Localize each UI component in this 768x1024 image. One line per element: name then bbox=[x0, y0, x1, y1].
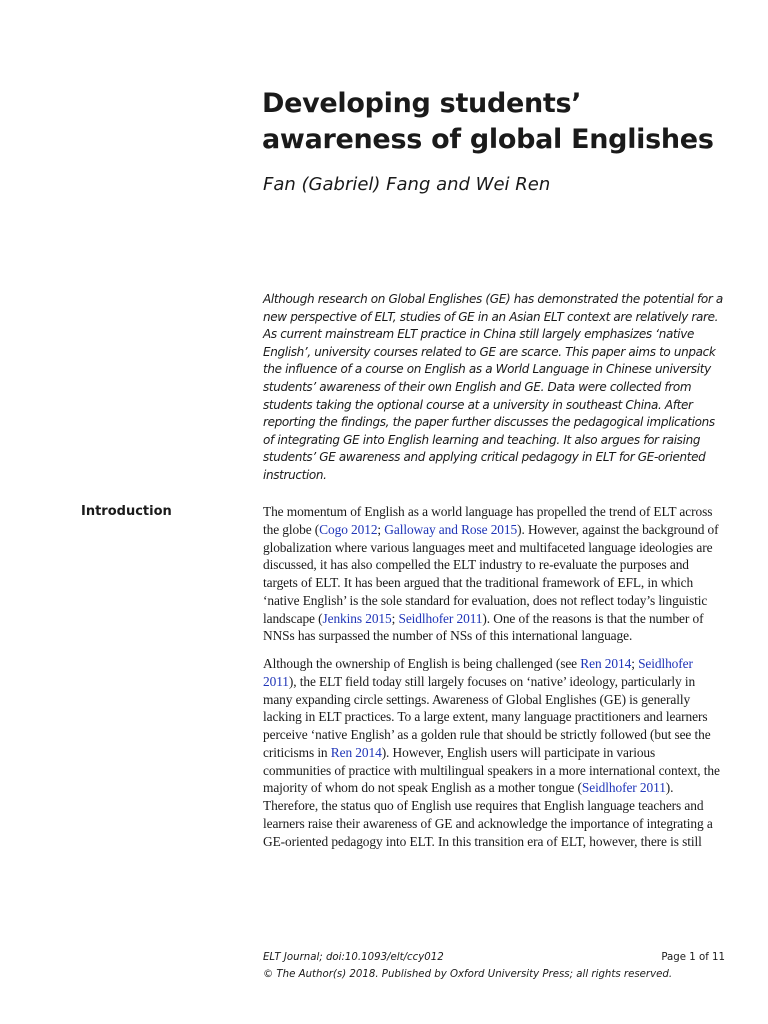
journal-doi: ELT Journal; doi:10.1093/elt/ccy012 bbox=[263, 952, 444, 963]
text-run: ; bbox=[631, 656, 639, 671]
text-run: The momentum of English as a world language has propelled the trend of ELT across the globe ( bbox=[263, 504, 713, 537]
citation-link[interactable]: Cogo 2012 bbox=[319, 521, 378, 537]
intro-paragraph-2 bbox=[263, 655, 725, 850]
text-run: ). However, against the background of globalization where various languages meet and multifaceted language ideologies are discussed, it has also compelled the ELT industry to re-evaluate the purposes and targets of ELT. It has been argued that the traditional framework of EFL, in which ‘native English’ is the sole standard for evaluation, does not reflect today’s linguistic landscape ( bbox=[263, 521, 719, 626]
text-run: ). Therefore, the status quo of English use requires that English language teachers and learners raise their awareness of GE and acknowledge the importance of integrating a GE-oriented pedagogy into ELT. In this transition era of ELT, however, there is still bbox=[263, 780, 713, 849]
text-run: ). However, English users will participate in various communities of practice with multilingual speakers in a more international context, the majority of whom do not speak English as a mother tongue ( bbox=[263, 744, 720, 796]
abstract-text: Although research on Global Englishes (GE) has demonstrated the potential for a new perspective of ELT, studies of GE in an Asian ELT context are relatively rare. As current mainstream ELT practice in China still largely emphasizes ‘native English’, university courses related to GE are scarce. This paper aims to unpack the influence of a course on English as a World Language in Chinese university students’ awareness of their own English and GE. Data were collected from students taking the optional course at a university in southeast China. After reporting the findings, the paper further discusses the pedagogical implications of integrating GE into English learning and teaching. It also argues for raising students’ GE awareness and applying critical pedagogy in ELT for GE-oriented instruction. bbox=[263, 292, 723, 482]
page-number: Page 1 of 11 bbox=[661, 952, 725, 963]
citation-link[interactable]: Seidlhofer 2011 bbox=[581, 780, 666, 796]
citation-link[interactable]: Seidlhofer 2011 bbox=[263, 656, 693, 689]
text-run: ). One of the reasons is that the number of NNSs has surpassed the number of NSs of this international language. bbox=[263, 610, 704, 644]
article-title: Developing students’ awareness of global Englishes bbox=[262, 88, 714, 155]
citation-link[interactable]: Ren 2014 bbox=[580, 656, 632, 671]
citation-link[interactable]: Seidlhofer 2011 bbox=[398, 610, 483, 626]
section-heading-introduction: Introduction bbox=[81, 504, 172, 519]
text-run: ), the ELT field today still largely focuses on ‘native’ ideology, particularly in many expanding circle settings. Awareness of Global Englishes (GE) is generally lacking in ELT practices. To a large extent, many language practitioners and learners perceive ‘native English’ as a golden rule that should be strictly followed (but see the criticisms in bbox=[263, 673, 711, 760]
text-run: Although the ownership of English is being challenged (see bbox=[263, 656, 581, 671]
citation-link[interactable]: Galloway and Rose 2015 bbox=[384, 521, 518, 537]
intro-paragraph-1 bbox=[263, 503, 725, 645]
citation-link[interactable]: Ren 2014 bbox=[330, 744, 382, 760]
page-footer bbox=[263, 949, 725, 983]
article-authors: Fan (Gabriel) Fang and Wei Ren bbox=[263, 174, 551, 195]
text-run: ; bbox=[377, 521, 385, 537]
footer-row bbox=[263, 949, 725, 966]
copyright-notice: © The Author(s) 2018. Published by Oxford University Press; all rights reserved. bbox=[263, 969, 673, 980]
text-run: ; bbox=[391, 610, 399, 626]
introduction-body bbox=[263, 503, 725, 860]
citation-link[interactable]: Jenkins 2015 bbox=[322, 610, 392, 626]
